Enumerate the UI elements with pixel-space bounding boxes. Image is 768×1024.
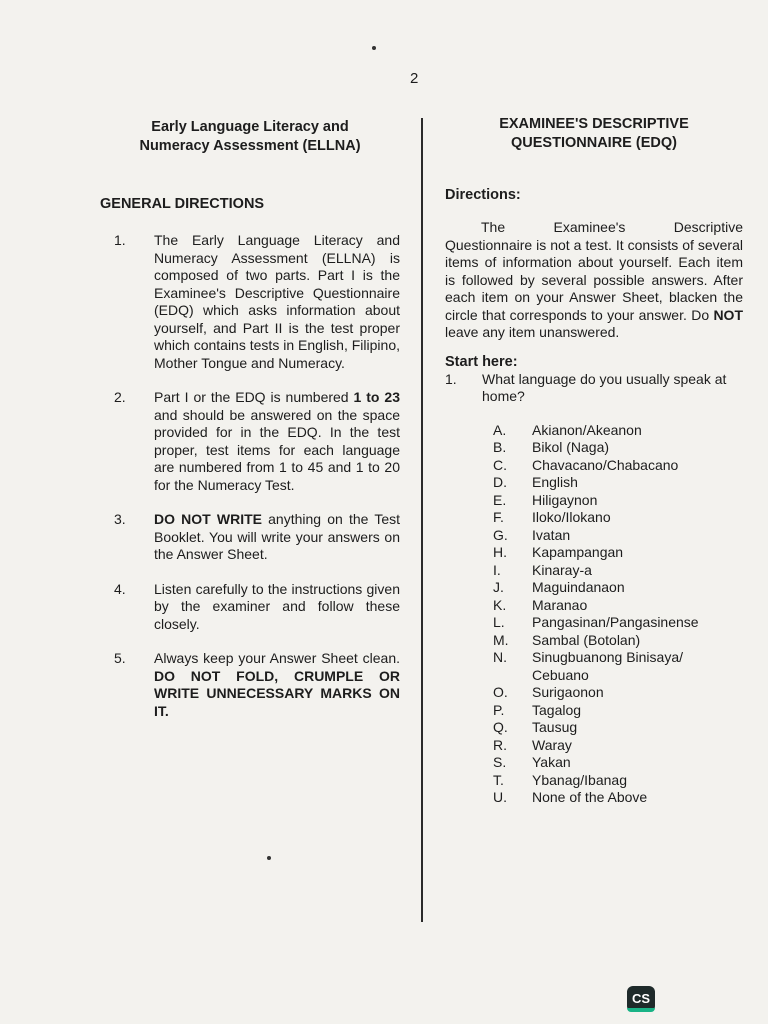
text-run: The Examinee's Descriptive Questionnaire is not a test. It consists of several items of information about yourself. Each item is followed by several possible answers. After each item on your Answer Sheet, blacken the circle that corresponds to your answer. Do <box>445 219 743 323</box>
language-option <box>493 544 743 562</box>
language-option <box>493 649 743 684</box>
bold-text: 1 to 23 <box>353 389 400 405</box>
language-option <box>493 509 743 527</box>
text-run: Part I or the EDQ is numbered <box>154 389 354 405</box>
option-letter: S. <box>493 754 507 770</box>
language-option <box>493 562 743 580</box>
direction-text <box>154 511 400 564</box>
language-option <box>493 737 743 755</box>
ellna-title-line2: Numeracy Assessment (ELLNA) <box>139 138 361 154</box>
option-letter: I. <box>493 561 501 578</box>
left-column <box>100 118 400 737</box>
option-letter: U. <box>493 789 507 805</box>
bold-text: DO NOT WRITE <box>154 511 262 527</box>
option-text: Bikol (Naga) <box>532 439 610 455</box>
direction-item-3 <box>100 511 400 564</box>
bold-text: DO NOT FOLD, CRUMPLE OR WRITE UNNECESSARY MARKS ON IT. <box>154 667 400 719</box>
right-column <box>445 115 743 807</box>
question-text: What language do you usually speak at home? <box>482 370 727 404</box>
edq-title <box>445 115 743 153</box>
edq-title-line1: EXAMINEE'S DESCRIPTIVE <box>499 116 689 132</box>
language-option <box>493 439 743 457</box>
option-text: Sinugbuanong Binisaya/ Cebuano <box>532 649 684 683</box>
option-letter: F. <box>493 509 504 525</box>
option-text: Akianon/Akeanon <box>532 421 642 438</box>
option-text: Yakan <box>532 754 571 770</box>
language-option <box>493 719 743 737</box>
ellna-title-line1: Early Language Literacy and <box>151 119 349 135</box>
option-text: Tausug <box>532 719 578 735</box>
camscanner-logo-accent <box>627 1008 655 1012</box>
option-letter: J. <box>493 579 504 595</box>
direction-text <box>154 232 400 372</box>
language-option <box>493 597 743 615</box>
option-text: Ybanag/Ibanag <box>532 771 627 788</box>
text-run: and should be answered on the space provided for in the EDQ. In the test proper, test items for each language are numbered from 1 to 45 and 1 to 20 for the Numeracy Test. <box>154 406 400 493</box>
bold-text: NOT <box>713 306 743 323</box>
direction-number: 2. <box>114 389 126 405</box>
option-letter: H. <box>493 544 507 560</box>
direction-number: 3. <box>114 511 126 527</box>
option-letter: R. <box>493 736 507 753</box>
option-letter: T. <box>493 771 504 788</box>
option-letter: G. <box>493 526 508 543</box>
general-directions-list <box>100 232 400 720</box>
direction-item-2 <box>100 389 400 494</box>
direction-text <box>154 389 400 494</box>
option-text: Maguindanaon <box>532 579 625 595</box>
text-run: anything on the Test Booklet. You will write your answers on the Answer Sheet. <box>154 511 401 562</box>
option-letter: O. <box>493 684 508 700</box>
option-text: Sambal (Botolan) <box>532 631 641 648</box>
edq-intro-paragraph <box>445 219 743 342</box>
direction-number: 5. <box>114 650 126 666</box>
option-letter: P. <box>493 701 505 718</box>
language-option <box>493 702 743 720</box>
language-option <box>493 772 743 790</box>
option-text: None of the Above <box>532 789 648 805</box>
start-here-label: Start here: <box>445 353 518 370</box>
direction-item-1 <box>100 232 400 372</box>
language-option <box>493 457 743 475</box>
language-option <box>493 474 743 492</box>
direction-number: 4. <box>114 580 126 597</box>
text-run: The Early Language Literacy and Numeracy Assessment (ELLNA) is composed of two parts. Part I is the Examinee's Descriptive Questionnaire (EDQ) which asks information about yourself, and Part II is the test proper which contains tests in English, Filipino, Mother Tongue and Numeracy. <box>154 232 400 371</box>
language-option <box>493 754 743 772</box>
language-options-list <box>445 422 743 807</box>
language-option <box>493 492 743 510</box>
ellna-title <box>100 118 400 156</box>
language-option <box>493 684 743 702</box>
direction-number: 1. <box>114 232 126 248</box>
option-letter: D. <box>493 474 507 490</box>
option-letter: E. <box>493 491 507 508</box>
option-text: English <box>532 474 578 490</box>
option-letter: Q. <box>493 719 508 735</box>
option-text: Surigaonon <box>532 684 604 700</box>
directions-label: Directions: <box>445 187 521 203</box>
option-text: Waray <box>532 736 572 753</box>
camscanner-logo: CS <box>627 986 655 1012</box>
option-text: Pangasinan/Pangasinense <box>532 614 699 630</box>
scan-speck <box>372 46 376 50</box>
direction-text <box>154 650 400 720</box>
option-text: Tagalog <box>532 701 582 718</box>
option-letter: K. <box>493 596 507 613</box>
edq-title-line2: QUESTIONNAIRE (EDQ) <box>511 135 677 151</box>
option-text: Maranao <box>532 596 588 613</box>
language-option <box>493 614 743 632</box>
option-letter: M. <box>493 631 509 648</box>
language-option <box>493 632 743 650</box>
general-directions-heading: GENERAL DIRECTIONS <box>100 196 265 212</box>
language-option <box>493 527 743 545</box>
page-number: 2 <box>410 70 419 87</box>
scan-speck <box>267 856 271 860</box>
option-letter: A. <box>493 421 507 438</box>
question-1 <box>445 371 743 406</box>
direction-text <box>154 581 400 634</box>
language-option <box>493 579 743 597</box>
text-run: leave any item unanswered. <box>445 324 620 340</box>
option-letter: L. <box>493 614 505 630</box>
direction-item-4 <box>100 581 400 634</box>
text-run: Listen carefully to the instructions given by the examiner and follow these closely. <box>154 580 400 632</box>
question-number: 1. <box>445 370 457 387</box>
option-letter: N. <box>493 649 507 665</box>
option-text: Kapampangan <box>532 544 624 560</box>
option-text: Iloko/Ilokano <box>532 509 611 525</box>
option-text: Hiligaynon <box>532 491 598 508</box>
text-run: Always keep your Answer Sheet clean. <box>154 650 400 666</box>
option-text: Ivatan <box>532 526 571 543</box>
option-text: Chavacano/Chabacano <box>532 456 679 473</box>
direction-item-5 <box>100 650 400 720</box>
option-text: Kinaray-a <box>532 561 592 578</box>
language-option <box>493 789 743 807</box>
column-divider <box>421 118 423 922</box>
option-letter: B. <box>493 439 507 455</box>
language-option <box>493 422 743 440</box>
option-letter: C. <box>493 456 507 473</box>
